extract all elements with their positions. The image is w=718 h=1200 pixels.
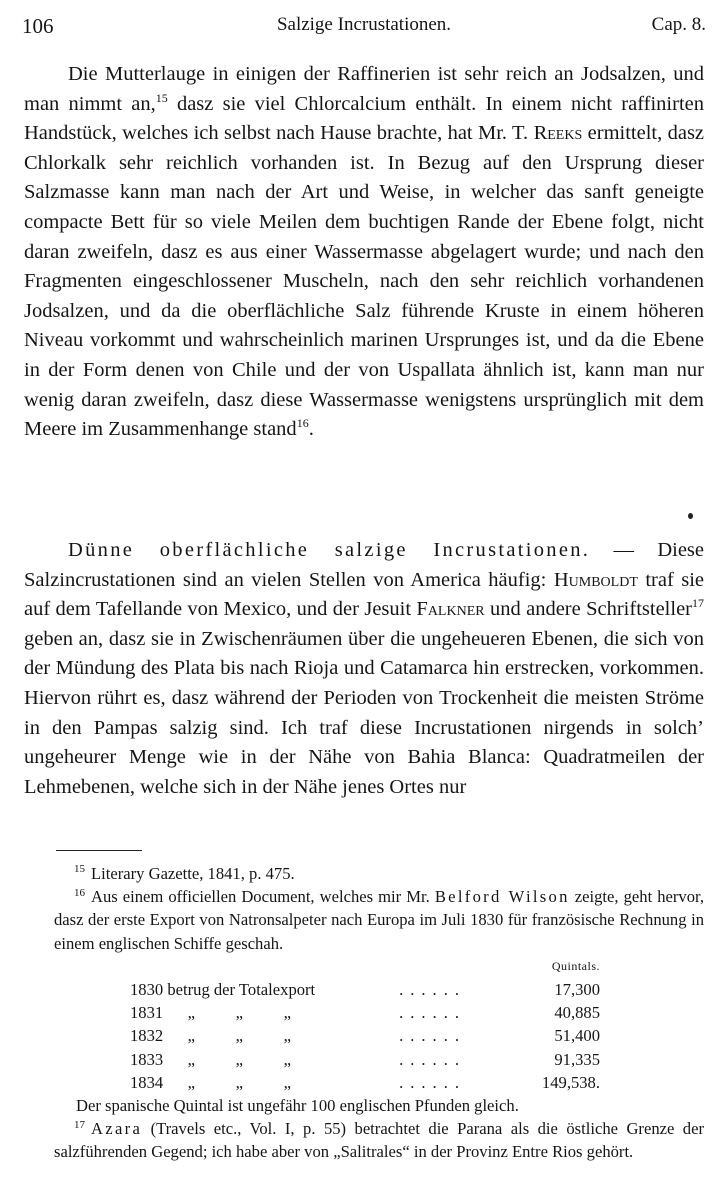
para2-text-a: — Diese Salzincrustationen sind an vielen Stellen von America häufig: bbox=[24, 539, 704, 591]
ditto-mark: „ bbox=[235, 1026, 244, 1046]
ink-speck bbox=[688, 513, 693, 519]
table-row bbox=[130, 1048, 600, 1071]
page-number: 106 bbox=[22, 14, 54, 38]
unit-header: Quintals. bbox=[551, 958, 600, 973]
row-value: 40,885 bbox=[554, 1003, 600, 1023]
paragraph-1 bbox=[24, 60, 704, 445]
running-head bbox=[22, 14, 706, 40]
leader-dots: ...... bbox=[399, 1072, 466, 1092]
ditto-mark: „ bbox=[235, 1003, 244, 1023]
row-value: 17,300 bbox=[554, 980, 600, 1000]
leader-dots: ...... bbox=[399, 1003, 466, 1023]
row-label: betrug der Totalexport bbox=[167, 980, 316, 1000]
row-year: 1833 bbox=[130, 1049, 164, 1069]
name-azara: Azara bbox=[91, 1119, 143, 1139]
name-humboldt: Humboldt bbox=[553, 568, 638, 591]
footnote-16-text-b: zeigte, geht hervor, dasz der erste Export von Natronsalpeter nach Europa im Juli 1830 für französische Rechnung in einem englischen Schiffe geschah. bbox=[54, 887, 705, 953]
row-value: 51,400 bbox=[554, 1026, 600, 1046]
row-value: 149,538. bbox=[541, 1072, 600, 1092]
ditto-mark: „ bbox=[283, 1049, 292, 1069]
ditto-mark: „ bbox=[187, 1003, 196, 1023]
quintal-note: Der spanische Quintal ist ungefähr 100 englischen Pfunden gleich. bbox=[76, 1096, 519, 1116]
name-belford-wilson: Belford Wilson bbox=[434, 887, 570, 907]
ditto-mark: „ bbox=[187, 1072, 196, 1092]
footnote-16-text-a: Aus einem officiellen Document, welches mir Mr. bbox=[91, 887, 430, 907]
para1-text-a: Die Mutterlauge in einigen der Raffinerien ist sehr reich an Jodsalzen, und man nimmt an, bbox=[24, 63, 704, 115]
footnote-17 bbox=[54, 1117, 704, 1163]
running-title: Salzige Incrustationen. bbox=[276, 14, 452, 35]
para2-text-c: und andere Schriftsteller bbox=[489, 598, 692, 621]
para2-text-b: traf sie auf dem Tafellande von Mexico, und der Jesuit bbox=[24, 568, 704, 621]
row-year: 1830 bbox=[130, 980, 164, 1000]
row-year: 1831 bbox=[130, 1003, 164, 1023]
para2-text-d: geben an, dasz sie in Zwischenräumen über die ungeheueren Ebenen, die sich von der Mündung des Plata bis nach Rioja und Catamarca hin erstrecken, vorkommen. Hiervon rührt es, dasz während der Perioden von Trockenheit die meisten Ströme in den Pampas salzig sind. Ich traf diese Incrustationen nirgends in solch’ ungeheurer Menge wie in der Nähe von Bahia Blanca: Quadratmeilen der Lehmebenen, welche sich in der Nähe jenes Ortes nur bbox=[24, 627, 704, 798]
ditto-mark: „ bbox=[187, 1049, 196, 1069]
ditto-mark: „ bbox=[283, 1003, 292, 1023]
row-year: 1834 bbox=[130, 1072, 164, 1092]
table-header-row bbox=[130, 955, 600, 978]
leader-dots: ...... bbox=[399, 1026, 466, 1046]
ditto-mark: „ bbox=[235, 1049, 244, 1069]
para1-text-c: ermittelt, dasz Chlorkalk sehr reichlich vorhanden ist. In Bezug auf den Ursprung dieser Salzmasse kann man nach der Art und Weise, in welcher das sanft geneigte compacte Bett für so viele Meilen dem buchtigen Rande der Ebene folgt, nicht daran zweifeln, dasz es aus einer Wassermasse abgelagert wurde; und nach den Fragmenten eingeschlossener Muscheln, nach den sehr reichlich vorhandenen Jodsalzen, und da die oberflächliche Salz führende Kruste in einem höheren Niveau vorkommt und wahrscheinlich marinen Ursprunges ist, und da die Ebene in der Form denen von Chile und der von Uspallata ähnlich ist, kann man nur wenig daran zweifeln, dasz diese Wassermasse wenigstens ursprünglich mit dem Meere im Zusammenhange stand bbox=[24, 122, 705, 441]
ditto-mark: „ bbox=[235, 1072, 244, 1092]
footnote-15 bbox=[54, 862, 704, 885]
table-row bbox=[130, 1071, 600, 1094]
name-reeks: Reeks bbox=[533, 122, 583, 145]
para1-text-d: . bbox=[308, 418, 314, 441]
row-value: 91,335 bbox=[554, 1049, 600, 1069]
para1-text-b: dasz sie viel Chlorcalcium enthält. In einem nicht raffinirten Handstück, welches ich selbst nach Hause brachte, hat Mr. T. bbox=[24, 92, 704, 145]
table-row bbox=[130, 1024, 600, 1047]
footnote-number-17: 17 bbox=[74, 1118, 85, 1131]
paragraph-2 bbox=[24, 536, 704, 802]
table-row bbox=[130, 978, 600, 1001]
table-row bbox=[130, 1001, 600, 1024]
footnote-16 bbox=[54, 885, 704, 955]
footnote-number-16: 16 bbox=[74, 886, 85, 899]
footnote-ref-17: 17 bbox=[692, 596, 704, 611]
export-table bbox=[130, 955, 600, 1094]
footnote-rule bbox=[56, 850, 142, 851]
footnote-ref-16: 16 bbox=[296, 416, 309, 431]
footnote-ref-15: 15 bbox=[155, 90, 168, 105]
ditto-mark: „ bbox=[283, 1026, 292, 1046]
ditto-mark: „ bbox=[283, 1072, 292, 1092]
leader-dots: ...... bbox=[399, 1049, 466, 1069]
name-falkner: Falkner bbox=[416, 598, 485, 621]
footnote-15-text: Literary Gazette, 1841, p. 475. bbox=[91, 864, 295, 883]
ditto-mark: „ bbox=[187, 1026, 196, 1046]
leader-dots: ...... bbox=[399, 980, 466, 1000]
section-heading: Dünne oberflächliche salzige Incrustationen. bbox=[68, 539, 591, 561]
chapter-label: Cap. 8. bbox=[651, 14, 706, 35]
footnotes bbox=[54, 862, 704, 1164]
footnote-number-15: 15 bbox=[74, 863, 85, 876]
row-year: 1832 bbox=[130, 1026, 164, 1046]
footnote-17-text: (Travels etc., Vol. I, p. 55) betrachtet die Parana als die östliche Grenze der salzführenden Gegend; ich habe aber von „Salitrales“ in der Provinz Entre Rios gehört. bbox=[54, 1119, 704, 1162]
